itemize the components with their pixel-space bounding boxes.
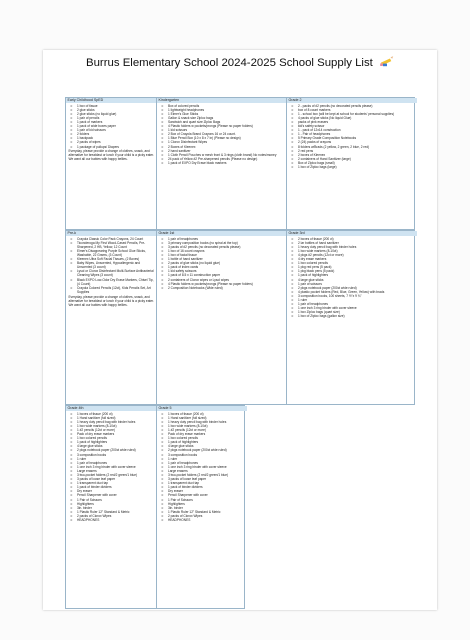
supply-item: o HEADPHONES [67, 518, 155, 522]
grade-heading: Grade 1st [157, 231, 287, 236]
supply-item: o Lysol or Clorox Disinfectant Multi-Surface Antibacterial Cleaning Wipes (3 count) [67, 269, 155, 277]
supply-item: o Pencil Sharpener with cover [67, 493, 155, 497]
supply-item: o 1 pair of scissors [288, 282, 416, 286]
supply-item: o packs of pink erasers [288, 120, 416, 124]
supply-item: o 1 pack of highlighters [158, 440, 246, 444]
supply-item: o 2 (24) packs of crayons [288, 140, 416, 144]
supply-item: o 1 box of facial tissue [158, 253, 286, 257]
supply-item: o 2 Composition Notebooks (Wide ruled) [158, 286, 286, 290]
supply-item: o 1 Plastic Ruler 12" Standard & Metric [67, 510, 155, 514]
supply-item: o 3in. binder [158, 506, 246, 510]
supply-item: o 3 two-pocket folders (2 red/2 green/1 blue) [158, 473, 246, 477]
supply-item: o 1 #2 pencils (12ct or more) [67, 428, 155, 432]
supply-item: o 1 box of 16 count crayons [158, 249, 286, 253]
supply-item: o 1 Plastic Ruler 12" Standard & Metric [158, 510, 246, 514]
supply-item: o 1 kid safety scissors [158, 269, 286, 273]
supply-list [287, 236, 417, 318]
cell-grade-4 [66, 406, 156, 608]
supply-item: o 1 box colored pencils [288, 261, 416, 265]
supply-item: o 1 - school box (will be kept at school for students' personal supplies) [288, 112, 416, 116]
supply-item: o 5 Primary Grade Composition Notebooks [288, 136, 416, 140]
supply-item: o 1 box Ziploc bags (quart size) [288, 310, 416, 314]
supply-item: o 1 Pair of Scissors [67, 498, 155, 502]
supply-item: o 1 transparent duct tap [67, 481, 155, 485]
supply-item: o 2 packs of wipes [67, 140, 155, 144]
title-text: Burrus Elementary School 2024-2025 School Supply List [85, 57, 373, 69]
supply-item: o 1 box wide markers (8-10ct) [67, 424, 155, 428]
supply-item: o 1 #2 pencils (12ct or more) [158, 428, 246, 432]
supply-item: o 2 containers of Hand Sanitizer (large) [288, 157, 416, 161]
supply-item: o Crayola Colored Pencils (12ct), Kids Pencils Set, Art Supplies [67, 286, 155, 294]
supply-item: o 1 lightweight headphones [158, 108, 286, 112]
supply-item: o 4 packs of glue sticks (No liquid Glue) [288, 116, 416, 120]
supply-item: o 4 plastic pocket folders (Red, Blue, Green, Yellow) with brads [288, 290, 416, 294]
supply-item: o 4 pkgs #2 pencils (12ct or more) [288, 253, 416, 257]
supply-list [66, 103, 156, 149]
supply-item: o Large erasers [158, 469, 246, 473]
supply-item: o Ticonderoga My First Wood-Cased Pencils, Pre-Sharpened, 2 HB, Yellow, 12 Count [67, 241, 155, 249]
cell-grade-2 [286, 98, 417, 229]
supply-item: o 2 packs of glue sticks (no liquid glue) [158, 261, 286, 265]
document-title [43, 56, 437, 69]
supply-item: o Gallon & snack size Ziploc bags [158, 116, 286, 120]
supply-item: o 1 one inch 3 ring binder with cover sleeve [67, 465, 155, 469]
supply-item: o 2 glue sticks (no liquid glue) [67, 112, 155, 116]
supply-item: o 2 Boxes of Kleenex [158, 145, 286, 149]
supply-item: o 2 packs of Clorox Wipes [67, 514, 155, 518]
supply-item: o 1 pair of headphones [158, 237, 286, 241]
supply-item: o 1 Hand sanitizer (full sized) [158, 416, 246, 420]
note-text: Everyday, please provide a change of clothes, snack, and alternative for breakfast or lunch if your child is a picky eater. We want all our babies with happy bellies. [68, 149, 154, 162]
supply-item: o 1 transparent duct tap [158, 481, 246, 485]
supply-item: o 1 pack of wide boxes paper [67, 124, 155, 128]
cell-grade-3 [286, 231, 417, 404]
supply-item: o 1 pkg black pens (5 pack) [288, 269, 416, 273]
supply-item: o 1 box wide markers (8-10ct) [288, 249, 416, 253]
table-row [65, 97, 415, 230]
supply-item: o 3 two-pocket folders (2 red/2 green/1 blue) [67, 473, 155, 477]
supply-item: o box of 8 count markers [288, 108, 416, 112]
supply-item: o 1 pair of headphones [67, 461, 155, 465]
supply-item: o Elmer's Disappearing Purple School Glue Sticks, Washable, 22 Grams, (3 Count) [67, 249, 155, 257]
supply-item: o 3 packs of #2 pencils (no decorated pencils please) [158, 245, 286, 249]
supply-item: o 1 boxes of tissue (200 ct) [158, 412, 246, 416]
supply-item: o 1 box of Ziploc bags (gallon size) [288, 314, 416, 318]
supply-item: o 4 large glue sticks [158, 444, 246, 448]
supply-item: o HEADPHONES [158, 518, 246, 522]
supply-item: o 1 box wide markers (8-10ct) [158, 424, 246, 428]
supply-item: o Baby Wipes, Unscented, Hypoallergenic and Unscented (3 count) [67, 261, 155, 269]
grade-heading: Early Childhood SpED [66, 98, 156, 103]
supply-item: o 1 Blue Pencil Box (10 x 8 x 7 in) (Please no design) [158, 136, 286, 140]
supply-item: o 2 glue sticks [67, 108, 155, 112]
supply-item: o 3in. binder [67, 506, 155, 510]
supply-item: o 1 heavy duty pencil bag with binder holes [158, 420, 246, 424]
supply-item: o 1 one inch 3 ring binder with cover sleeve [158, 465, 246, 469]
supply-item: o Pencil Sharpener with cover [158, 493, 246, 497]
supply-item: o 2 packs of Clorox Wipes [158, 514, 246, 518]
supply-item: o 4 dry erase markers [288, 257, 416, 261]
supply-item: o 3 packs of loose leaf paper [158, 477, 246, 481]
supply-list [287, 103, 417, 169]
supply-item: o 4 Plastic folders w pockets/prongs (Please no paper folders) [158, 282, 286, 286]
cell-kindergarten [156, 98, 287, 229]
supply-item: o Dry eraser [158, 489, 246, 493]
note-text: Everyday, please provide a change of clothes, snack, and alternative for breakfast or lunch if your child is a picky eater. We want all our babies with happy bellies. [68, 294, 154, 307]
supply-item: o 1 pack of highlighters [288, 273, 416, 277]
cell-early-childhood [66, 98, 156, 229]
supply-item: o 2 - packs of #2 pencils (no decorated pencils please) [288, 104, 416, 108]
supply-item: o 2 pkgs notebook paper (200ct wide ruled) [158, 448, 246, 452]
supply-item: o 1 box of tissue [67, 104, 155, 108]
supply-item: o 1 box colored pencils [158, 436, 246, 440]
supply-item: o 1 pack of EXPO Dry Erase black markers [158, 161, 286, 165]
supply-item: o 2 boxes of Kleenex [288, 153, 416, 157]
grade-heading: Grade 4th [66, 406, 156, 411]
supply-item: o 1 pair of kid scissors [67, 128, 155, 132]
cell-grade-5 [156, 406, 247, 608]
supply-item: o 2 red pens [288, 149, 416, 153]
supply-item: o 1 pair of pencils [67, 116, 155, 120]
supply-item: o 1 Elmer's Glue Sticks [158, 112, 286, 116]
supply-item: o 3 composition books, 100 sheets, 7 ½"x 9 ¾" [288, 294, 416, 298]
supply-item: o 4 Plastic folders w pockets/prongs (Please no paper folders) [158, 124, 286, 128]
supply-item: o 1 pkg red pens (5 pack) [288, 265, 416, 269]
supply-item: o 1 package of pullups/ Diapers [67, 145, 155, 149]
supply-item: o Pack of dry erase markers [67, 432, 155, 436]
supply-item: o 2 pkgs notebook paper (200ct wide ruled) [288, 286, 416, 290]
cell-grade-1 [156, 231, 287, 404]
grade-heading: Grade 3rd [287, 231, 417, 236]
supply-item: o 3 primary composition books (no spiral at the top) [158, 241, 286, 245]
supply-item: o 2 hand sanitizer [158, 149, 286, 153]
grade-heading: Pre-k [66, 231, 156, 236]
supply-item: o Kleenex Ultra Soft Facial Tissues, (2 Boxes) [67, 257, 155, 261]
supply-item: o 1 pack of index cards [158, 265, 286, 269]
supply-item: o Pack of dry erase markers [158, 432, 246, 436]
supply-list [157, 236, 287, 290]
supply-item: o kid's safety scissor [288, 124, 416, 128]
table-row [65, 230, 415, 405]
supply-item: o 2 containers of Clorox wipes or Lysol wipes [158, 278, 286, 282]
supply-item: o 1 - Pair of headphones [288, 132, 416, 136]
supply-item: o Crayola Classic Color Pack Crayons, 24 Count [67, 237, 155, 241]
supply-item: o Box of Ziploc bags (small) [288, 161, 416, 165]
supply-item: o 1 backpack [67, 136, 155, 140]
supply-item: o 1 heavy duty pencil bag with binder holes [67, 420, 155, 424]
supply-item: o Dry eraser [67, 489, 155, 493]
supply-item: o Highlighters [158, 502, 246, 506]
pencil-icon [380, 56, 394, 67]
supply-item: o 1 Hand sanitizer (full sized) [67, 416, 155, 420]
table-row [65, 405, 245, 609]
supply-item: o 1 - pack of 12x14 construction [288, 128, 416, 132]
supply-item: o 2 Box of Crayola Brand Crayons 16 or 24 count. [158, 132, 286, 136]
supply-item: o 1 ruler [158, 457, 246, 461]
supply-item: o 1 kid scissors [158, 128, 286, 132]
supply-list [66, 236, 156, 294]
supply-item: o 1 Pair of Scissors [158, 498, 246, 502]
supply-item: o Sandwich and quart size Ziploc Bags [158, 120, 286, 124]
cell-pre-k [66, 231, 156, 404]
supply-item: o 1 bottle of hand sanitizer [158, 257, 286, 261]
supply-item: o 3 packs of loose leaf paper [67, 477, 155, 481]
supply-item: o 1 Clorox Disinfectant Wipes [158, 140, 286, 144]
supply-item: o 2 folders [67, 132, 155, 136]
supply-item: o 2 pkgs notebook paper (200ct wide ruled) [67, 448, 155, 452]
supply-list [157, 103, 287, 165]
supply-item: o 8 folders w/Brads (2 yellow, 2 green, 2 blue, 2 red) [288, 145, 416, 149]
supply-item: o 1 heavy duty pencil bag with binder holes [288, 245, 416, 249]
supply-item: o 3 composition books [67, 453, 155, 457]
supply-item: o 24 pack of Yellow #2 Pre-sharpened pencils (Please no design) [158, 157, 286, 161]
supply-item: o 3 composition books [158, 453, 246, 457]
supply-item: o 1 pack of markers [67, 120, 155, 124]
supply-item: o 1 pair of headphones [288, 302, 416, 306]
supply-item: o 1 Cloth Pencil Pouches w mesh front & 3 rings (cloth brand) No notes/money [158, 153, 286, 157]
supply-item: o 1 pack of binder dividers [158, 485, 246, 489]
supply-item: o Highlighters [67, 502, 155, 506]
supply-item: o Black EXPO Low-Odor Dry Erase Markers, Chisel Tip, (4 Count) [67, 278, 155, 286]
supply-item: o 1 pack of 8.5 x 11 construction paper [158, 273, 286, 277]
supply-item: o 2 lar bottles of hand sanitizer [288, 241, 416, 245]
supply-item: o 2 boxes of tissue (200 ct) [288, 237, 416, 241]
supply-item: o 4 large glue sticks [67, 444, 155, 448]
supply-item: o 1 pair of headphones [158, 461, 246, 465]
supply-item: o 1 box colored pencils [67, 436, 155, 440]
supply-item: o 4 large glue sticks [288, 278, 416, 282]
supply-item: o 1 ruler [288, 298, 416, 302]
grade-heading: Kindergarten [157, 98, 287, 103]
grade-heading: Grade 5 [157, 406, 247, 411]
supply-item: o 1 one inch 3 ring binder with cover sleeve [288, 306, 416, 310]
supply-item: o 1 pack of highlighters [67, 440, 155, 444]
supply-item: o 1 ruler [67, 457, 155, 461]
supply-item: o 1 pack of binder dividers [67, 485, 155, 489]
supply-list [157, 411, 247, 522]
supply-list-page [43, 50, 437, 610]
grade-heading: Grade 2 [287, 98, 417, 103]
supply-list [66, 411, 156, 522]
supply-item: o 1 box of Ziploc bags (large) [288, 165, 416, 169]
supply-item: o 1 boxes of tissue (200 ct) [67, 412, 155, 416]
supply-item: o Large erasers [67, 469, 155, 473]
supply-item: o Box of colored pencils [158, 104, 286, 108]
